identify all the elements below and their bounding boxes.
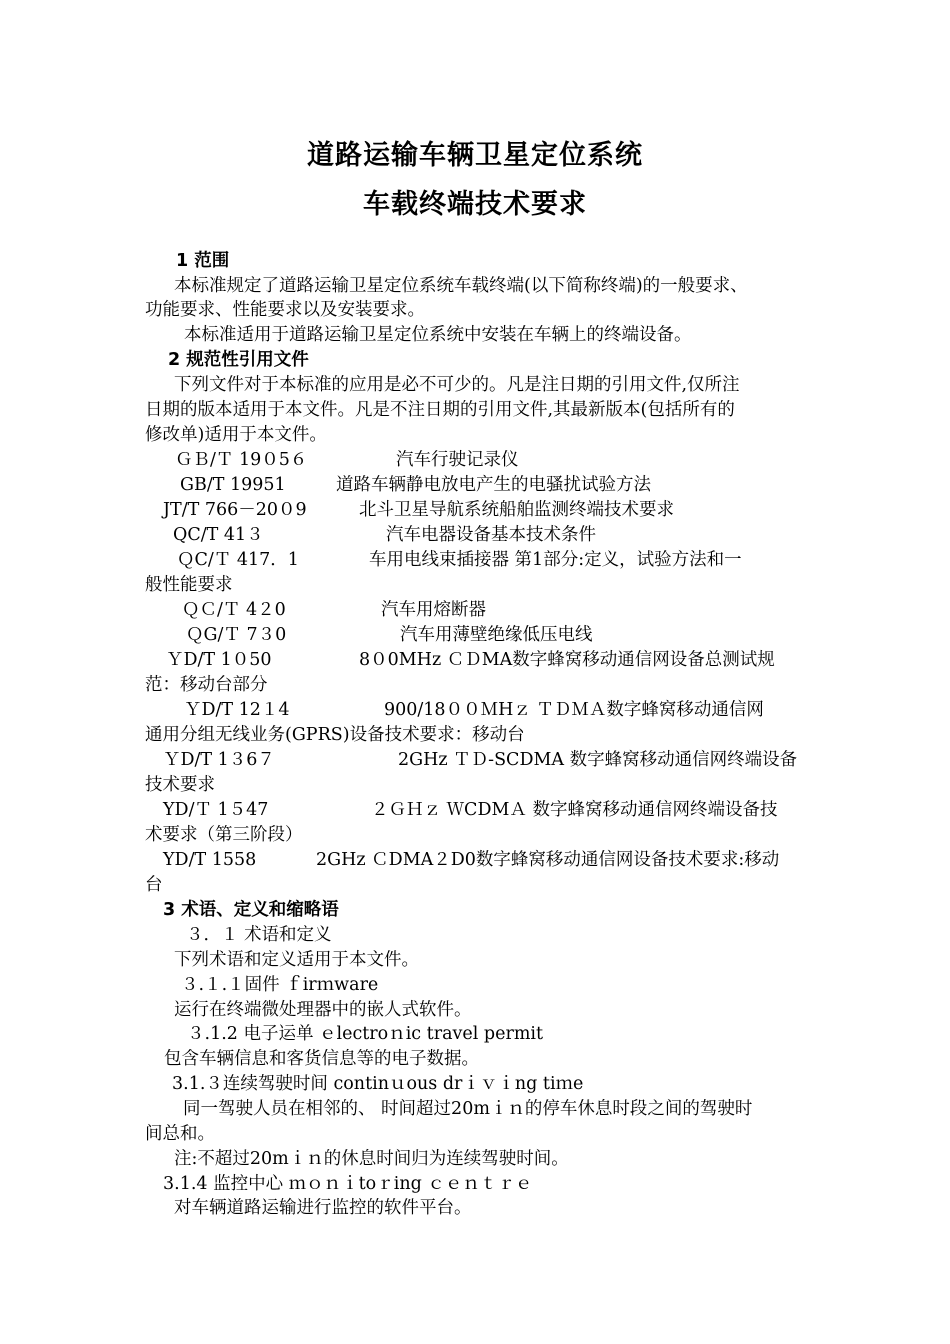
- reference-title: 2GHz ＣDMA２D0数字蜂窝移动通信网设备技术要求:移动: [316, 850, 780, 870]
- term-3-1-1-definition: 运行在终端微处理器中的嵌人式软件。: [174, 1000, 472, 1020]
- reference-title: 900/18００ＭHｚ ＴＤＭＡ数字蜂窝移动通信网: [384, 700, 764, 720]
- reference-code: GB/T 19951: [180, 475, 286, 495]
- reference-title: 8０0MHz ＣＤMA数字蜂窝移动通信网设备总测试规: [359, 650, 775, 670]
- term-3-1-3-definition: 同一驾驶人员在相邻的、 时间超过20mｉｎ的停车休息时段之间的驾驶时: [183, 1099, 753, 1119]
- term-3-1-4-definition: 对车辆道路运输进行监控的软件平台。: [174, 1198, 472, 1218]
- reference-code: JT/T 766－20０9: [163, 500, 307, 520]
- reference-code: ＧＢ/Ｔ 19０5６: [175, 450, 308, 470]
- reference-title-cont: 般性能要求: [145, 575, 233, 595]
- reference-title: 车用电线束插接器 第1部分:定义，试验方法和一: [369, 550, 742, 570]
- term-3-1-4: 3.1.4 监控中心 ｍｏｎｉtoｒing ｃｅｎｔｒｅ: [163, 1174, 533, 1194]
- reference-title-cont: 技术要求: [145, 775, 215, 795]
- section-1-paragraph-2: 本标准适用于道路运输卫星定位系统中安装在车辆上的终端设备。: [184, 325, 692, 345]
- section-3-heading: 3 术语、定义和缩略语: [163, 900, 339, 920]
- section-2-intro-cont-1: 日期的版本适用于本文件。凡是不注日期的引用文件,其最新版本(包括所有的: [145, 400, 735, 420]
- reference-code: ＱＣ/Ｔ 4２0: [182, 600, 286, 620]
- term-3-1-3-note: 注:不超过20mｉｎ的休息时间归为连续驾驶时间。: [174, 1149, 569, 1169]
- reference-title: 汽车用薄壁绝缘低压电线: [400, 625, 593, 645]
- subsection-3-1-intro: 下列术语和定义适用于本文件。: [174, 950, 419, 970]
- section-2-intro-cont-2: 修改单)适用于本文件。: [145, 425, 327, 445]
- reference-title: 汽车电器设备基本技术条件: [386, 525, 596, 545]
- section-2-heading: 2 规范性引用文件: [168, 350, 309, 370]
- reference-title-cont: 台: [145, 875, 163, 895]
- reference-code: ＹD/T 1３6７: [163, 750, 275, 770]
- subsection-3-1-heading: ３．１ 术语和定义: [186, 925, 332, 945]
- reference-code: YD/Ｔ 1５47: [163, 800, 269, 820]
- reference-title-cont: 范：移动台部分: [145, 675, 268, 695]
- term-3-1-3: 3.1.３连续驾驶时间 continｕous drｉｖｉng tiｍe: [172, 1074, 584, 1094]
- reference-title-cont: 术要求（第三阶段）: [145, 825, 303, 845]
- term-3-1-3-definition-cont: 间总和。: [145, 1124, 215, 1144]
- reference-title: ２ＧＨｚ ＷCDMＡ 数字蜂窝移动通信网终端设备技: [371, 800, 778, 820]
- reference-code: ＱC/Ｔ 417．1: [177, 550, 299, 570]
- term-3-1-1: ３.１.１固件 ｆirｍware: [181, 975, 379, 995]
- section-1-paragraph-1: 本标准规定了道路运输卫星定位系统车载终端(以下简称终端)的一般要求、: [174, 276, 748, 296]
- section-2-intro: 下列文件对于本标准的应用是必不可少的。凡是注日期的引用文件,仅所注: [174, 375, 740, 395]
- reference-title: 2GHz ＴＤ-SCDMA 数字蜂窝移动通信网终端设备: [398, 750, 798, 770]
- section-1-paragraph-1-cont: 功能要求、性能要求以及安装要求。: [145, 300, 425, 320]
- term-3-1-2-definition: 包含车辆信息和客货信息等的电子数据。: [164, 1049, 479, 1069]
- reference-title: 汽车行驶记录仪: [396, 450, 519, 470]
- section-1-heading: 1 范围: [176, 251, 230, 271]
- reference-title: 北斗卫星导航系统船舶监测终端技术要求: [359, 500, 674, 520]
- reference-code: ＹD/T 1０50: [166, 650, 272, 670]
- document-title-line2: 车载终端技术要求: [363, 189, 587, 220]
- reference-code: QC/T 41３: [173, 525, 264, 545]
- reference-title: 汽车用熔断器: [381, 600, 486, 620]
- reference-title-cont: 通用分组无线业务(GPRS)设备技术要求：移动台: [145, 725, 525, 745]
- document-title-line1: 道路运输车辆卫星定位系统: [307, 140, 643, 171]
- reference-title: 道路车辆静电放电产生的电骚扰试验方法: [336, 475, 651, 495]
- reference-code: YD/T 1558: [163, 850, 257, 870]
- reference-code: ＹD/T 12１4: [184, 700, 290, 720]
- term-3-1-2: ３.1.2 电子运单 ｅlectroｎic travel permit: [187, 1024, 544, 1044]
- reference-code: ＱG/Ｔ 7３0: [186, 625, 287, 645]
